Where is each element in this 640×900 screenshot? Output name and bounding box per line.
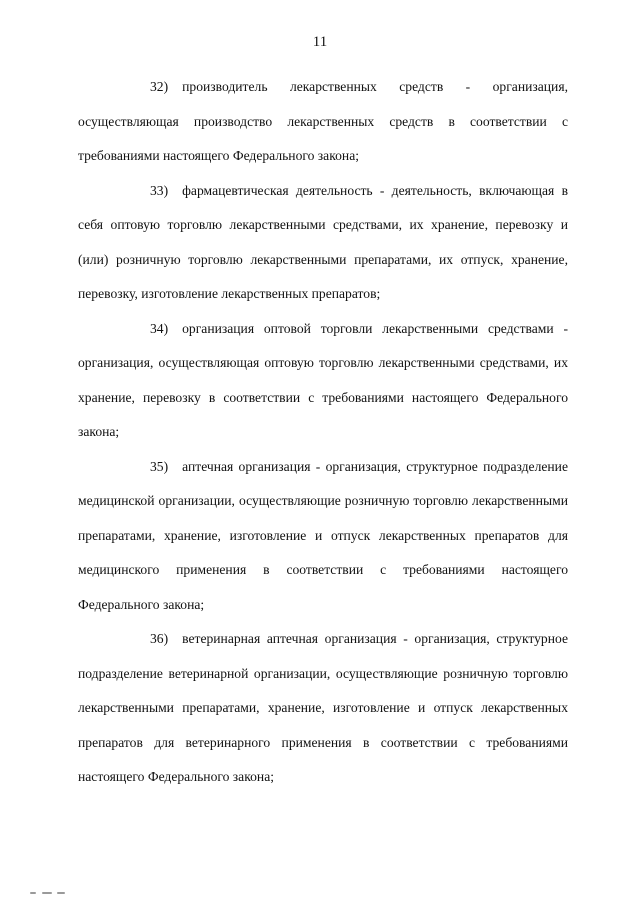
clause-number: 32) <box>150 79 169 94</box>
page-number: 11 <box>312 34 328 50</box>
clause-number: 36) <box>150 631 169 646</box>
clause-32 <box>78 70 568 174</box>
clause-text: аптечная организация - организация, структурное подразделение медицинской организации, осуществляющие розничную торговлю лекарственными препаратами, хранение, изготовление и отпуск лекарственных препаратов для медицинского применения в соответствии с требованиями настоящего Федерального закона; <box>78 458 568 612</box>
clause-number: 35) <box>150 458 169 474</box>
clause-text: ветеринарная аптечная организация - организация, структурное подразделение ветеринарной организации, осуществляющие розничную торговлю лекарственными препаратами, хранение, изготовление и отпуск лекарственных препаратов для ветеринарного применения в соответствии с требованиями настоящего Федерального закона; <box>78 631 568 784</box>
scan-artifact <box>30 891 66 895</box>
clause-number: 34) <box>150 320 169 336</box>
clause-35 <box>78 450 568 623</box>
clause-text: фармацевтическая деятельность - деятельность, включающая в себя оптовую торговлю лекарственными средствами, их хранение, перевозку и (или) розничную торговлю лекарственными препаратами, их отпуск, хранение, перевозку, изготовление лекарственных препаратов; <box>78 182 568 301</box>
clause-text: организация оптовой торговли лекарственными средствами - организация, осуществляющая оптовую торговлю лекарственными средствами, их хранение, перевозку в соответствии с требованиями настоящего Федерального закона; <box>78 320 568 439</box>
clause-text: производитель лекарственных средств - организация, осуществляющая производство лекарственных средств в соответствии с требованиями настоящего Федерального закона; <box>78 79 568 163</box>
clause-number: 33) <box>150 182 169 198</box>
clause-36 <box>78 622 568 795</box>
clause-33 <box>78 174 568 312</box>
clause-34 <box>78 312 568 450</box>
document-body <box>78 70 568 795</box>
